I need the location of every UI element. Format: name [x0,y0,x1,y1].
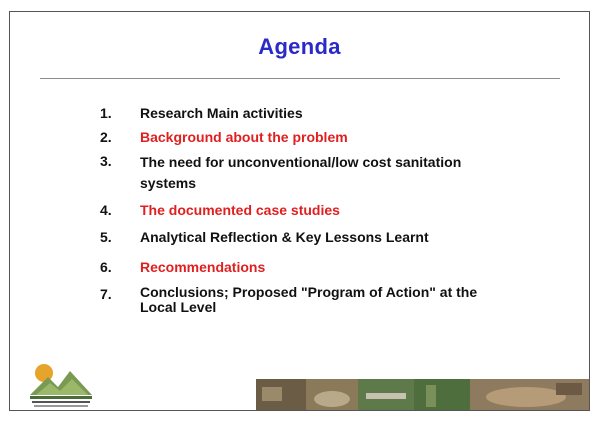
agenda-item-text: The documented case studies [140,202,340,218]
agenda-item-number: 5. [100,229,112,245]
agenda-item-text: Conclusions; Proposed "Program of Action" at the Local Level [140,284,478,315]
agenda-item-text: Analytical Reflection & Key Lessons Learnt [140,229,429,245]
photo-strip [256,379,589,411]
agenda-item-number: 2. [100,129,112,145]
agenda-item-text: Research Main activities [140,105,303,121]
agenda-item-text: Recommendations [140,259,266,275]
agenda-item-number: 7. [100,286,112,302]
agenda-item-number: 1. [100,105,112,121]
agenda-item-text: Background about the problem [140,129,348,145]
agenda-item-number: 4. [100,202,112,218]
agenda-item-number: 6. [100,259,112,275]
agenda-item-text: The need for unconventional/low cost sanitation systems [140,154,462,191]
slide [9,11,590,411]
agenda-item-number: 3. [100,153,112,169]
title-divider [40,78,560,79]
organization-logo [28,357,98,409]
slide-title: Agenda [258,34,341,59]
